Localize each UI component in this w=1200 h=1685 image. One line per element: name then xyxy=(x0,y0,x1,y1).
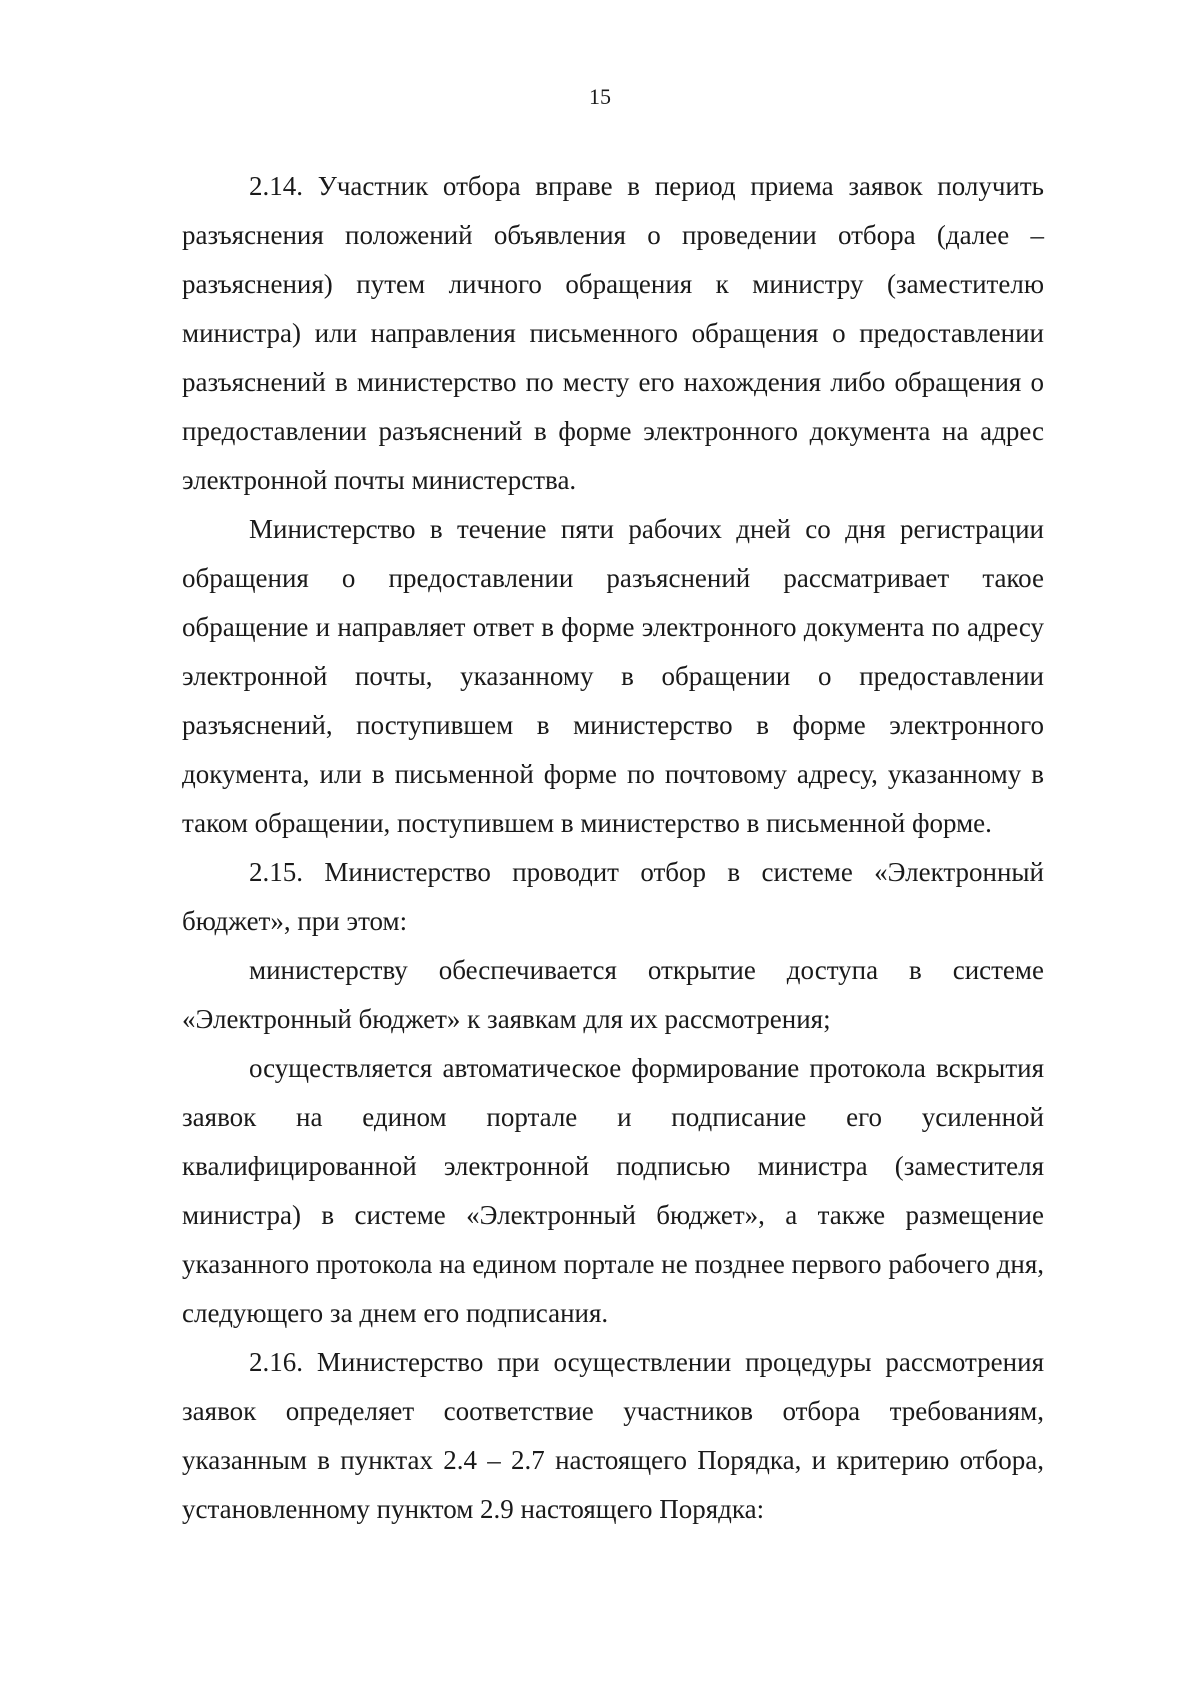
paragraph-2-15: 2.15. Министерство проводит отбор в системе «Электронный бюджет», при этом: xyxy=(182,857,1044,936)
paragraph-clarification-response: Министерство в течение пяти рабочих дней со дня регистрации обращения о предоставлении разъяснений рассматривает такое обращение и направляет ответ в форме электронного документа по адресу электронной почты, указанному в обращении о предоставлении разъяснений, поступившем в министерство в форме электронного документа, или в письменной форме по почтовому адресу, указанному в таком обращении, поступившем в министерство в письменной форме. xyxy=(182,514,1044,838)
page-number: 15 xyxy=(589,84,611,109)
paragraph-2-14: 2.14. Участник отбора вправе в период приема заявок получить разъяснения положений объявления о проведении отбора (далее – разъяснения) путем личного обращения к министру (заместителю министра) или направления письменного обращения о предоставлении разъяснений в министерство по месту его нахождения либо обращения о предоставлении разъяснений в форме электронного документа на адрес электронной почты министерства. xyxy=(182,171,1044,495)
paragraph-protocol-formation: осуществляется автоматическое формирование протокола вскрытия заявок на едином портале и подписание его усиленной квалифицированной электронной подписью министра (заместителя министра) в системе «Электронный бюджет», а также размещение указанного протокола на едином портале не позднее первого рабочего дня, следующего за днем его подписания. xyxy=(182,1053,1044,1328)
document-body xyxy=(182,162,1044,1534)
paragraph-2-16: 2.16. Министерство при осуществлении процедуры рассмотрения заявок определяет соответствие участников отбора требованиям, указанным в пунктах 2.4 – 2.7 настоящего Порядка, и критерию отбора, установленному пунктом 2.9 настоящего Порядка: xyxy=(182,1347,1044,1524)
paragraph-access-provision: министерству обеспечивается открытие доступа в системе «Электронный бюджет» к заявкам для их рассмотрения; xyxy=(182,955,1044,1034)
